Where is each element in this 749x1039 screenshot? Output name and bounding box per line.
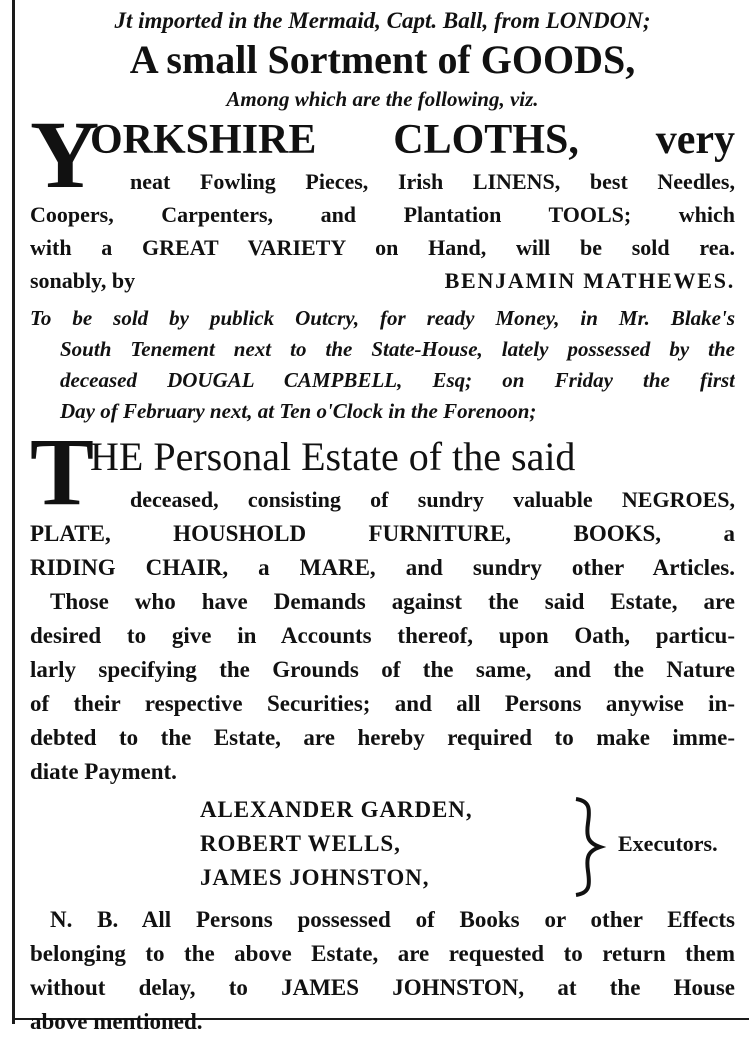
- goods-headline: A small Sortment of GOODS,: [129, 37, 636, 82]
- sale-line-1: To be sold by publick Outcry, for ready Money, in Mr. Blake's: [30, 306, 735, 330]
- sale-line-2: South Tenement next to the State-House, lately possessed by the: [60, 337, 735, 361]
- goods-line-2: neat Fowling Pieces, Irish LINENS, best Needles,: [130, 169, 735, 194]
- advertisement-column: [30, 6, 735, 1039]
- advertisement-mathewes: [30, 6, 735, 297]
- advertisement-campbell-estate: [30, 303, 735, 1039]
- nb-line-4: above mentioned.: [30, 1009, 203, 1034]
- merchant-name: BENJAMIN MATHEWES.: [444, 268, 735, 293]
- estate-line-3: RIDING CHAIR, a MARE, and sundry other Articles.: [30, 555, 735, 580]
- nb-line-1: N. B. All Persons possessed of Books or other Effects: [50, 907, 735, 932]
- demands-line-2: desired to give in Accounts thereof, upon Oath, particu-: [30, 623, 735, 648]
- drop-cap-t: T: [30, 418, 95, 525]
- estate-block: [30, 418, 735, 525]
- estate-line-2: PLATE, HOUSHOLD FURNITURE, BOOKS, a: [30, 521, 735, 546]
- demands-line-5: debted to the Estate, are hereby required to make imme-: [30, 725, 735, 750]
- executor-name: ALEXANDER GARDEN,: [200, 797, 473, 822]
- goods-list-block: [30, 101, 735, 208]
- sale-line-3: deceased DOUGAL CAMPBELL, Esq; on Friday the first: [60, 368, 735, 392]
- goods-line-1: ORKSHIRE CLOTHS, very: [90, 117, 735, 163]
- among-following: Among which are the following, viz.: [226, 87, 539, 111]
- drop-cap-y: Y: [30, 101, 100, 208]
- nb-line-2: belonging to the above Estate, are requested to return them: [30, 941, 735, 966]
- sonably-by: sonably, by: [30, 268, 136, 293]
- goods-line-5: [30, 264, 735, 297]
- demands-line-4: of their respective Securities; and all Persons anywise in-: [30, 691, 735, 716]
- demands-line-1: Those who have Demands against the said Estate, are: [50, 589, 735, 614]
- column-rule-left: [12, 0, 15, 1024]
- imported-notice: Jt imported in the Mermaid, Capt. Ball, from LONDON;: [114, 8, 651, 33]
- executors-label: Executors.: [618, 831, 718, 856]
- executor-names: [200, 793, 570, 895]
- goods-line-3: Coopers, Carpenters, and Plantation TOOLS; which: [30, 202, 735, 227]
- sale-line-4: Day of February next, at Ten o'Clock in the Forenoon;: [60, 399, 537, 423]
- demands-line-3: larly specifying the Grounds of the same, and the Nature: [30, 657, 735, 682]
- goods-line-4: with a GREAT VARIETY on Hand, will be sold rea.: [30, 235, 735, 260]
- nb-line-3: without delay, to JAMES JOHNSTON, at the House: [30, 975, 735, 1000]
- executor-name: ROBERT WELLS,: [200, 831, 401, 856]
- demands-line-6: diate Payment.: [30, 759, 177, 784]
- brace-icon: [568, 797, 608, 897]
- estate-title: HE Personal Estate of the said: [90, 434, 576, 479]
- executors-block: [30, 793, 735, 903]
- executor-name: JAMES JOHNSTON,: [200, 865, 430, 890]
- estate-line-1: deceased, consisting of sundry valuable NEGROES,: [130, 487, 735, 512]
